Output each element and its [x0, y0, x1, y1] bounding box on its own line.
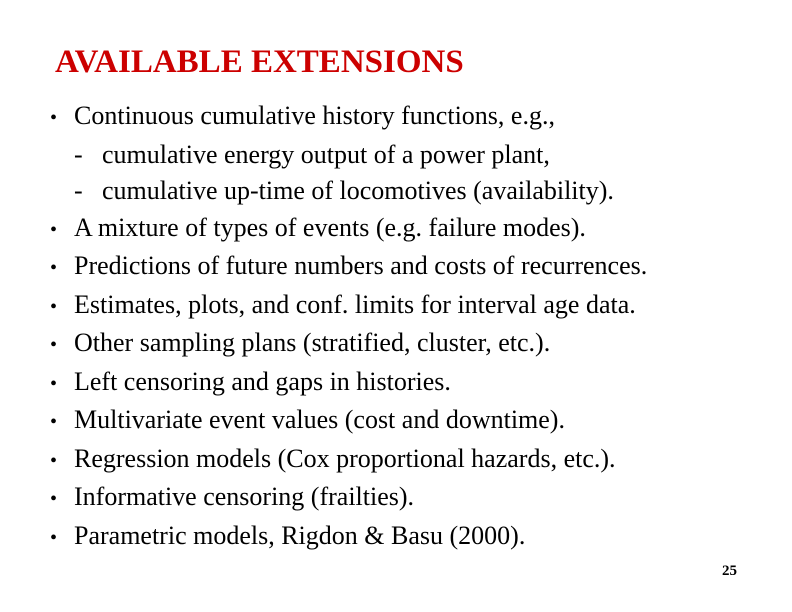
list-item	[50, 518, 647, 557]
bullet-dot-icon: •	[50, 411, 58, 433]
list-item	[50, 287, 647, 326]
list-item-text: Predictions of future numbers and costs of recurrences.	[74, 251, 648, 280]
page-number: 25	[722, 563, 737, 579]
dash-icon: -	[74, 176, 83, 205]
bullet-dot-icon: •	[50, 526, 58, 549]
sub-list-item	[50, 173, 647, 210]
list-item-text: A mixture of types of events (e.g. failure modes).	[74, 212, 586, 242]
list-item	[50, 98, 647, 137]
list-item-text: Left censoring and gaps in histories.	[74, 366, 451, 396]
list-item	[50, 248, 647, 287]
sub-list-item-text: cumulative up-time of locomotives (availability).	[102, 176, 614, 205]
list-item-text: Estimates, plots, and conf. limits for interval age data.	[74, 289, 636, 319]
list-item	[50, 364, 647, 403]
bullet-dot-icon: •	[50, 107, 58, 129]
bullet-dot-icon: •	[50, 257, 58, 279]
list-item-text: Regression models (Cox proportional hazards, etc.).	[74, 443, 616, 473]
bullet-dot-icon: •	[50, 488, 58, 510]
bullet-list	[50, 98, 647, 556]
list-item	[50, 325, 647, 364]
dash-icon: -	[74, 139, 83, 169]
bullet-dot-icon: •	[50, 449, 58, 472]
list-item-text: Informative censoring (frailties).	[74, 482, 415, 511]
list-item-text: Continuous cumulative history functions, e.g.,	[74, 101, 555, 130]
list-item	[50, 402, 647, 441]
list-item	[50, 479, 647, 518]
slide-title: AVAILABLE EXTENSIONS	[55, 44, 464, 80]
bullet-dot-icon: •	[50, 334, 58, 356]
list-item	[50, 210, 647, 249]
bullet-dot-icon: •	[50, 372, 58, 395]
bullet-dot-icon: •	[50, 218, 58, 241]
list-item-text: Multivariate event values (cost and downtime).	[74, 405, 565, 434]
sub-list-item	[50, 137, 647, 174]
list-item	[50, 441, 647, 480]
list-item-text: Parametric models, Rigdon & Basu (2000).	[74, 520, 526, 550]
sub-list-item-text: cumulative energy output of a power plant,	[102, 139, 550, 169]
list-item-text: Other sampling plans (stratified, cluster, etc.).	[74, 328, 551, 357]
bullet-dot-icon: •	[50, 295, 58, 318]
